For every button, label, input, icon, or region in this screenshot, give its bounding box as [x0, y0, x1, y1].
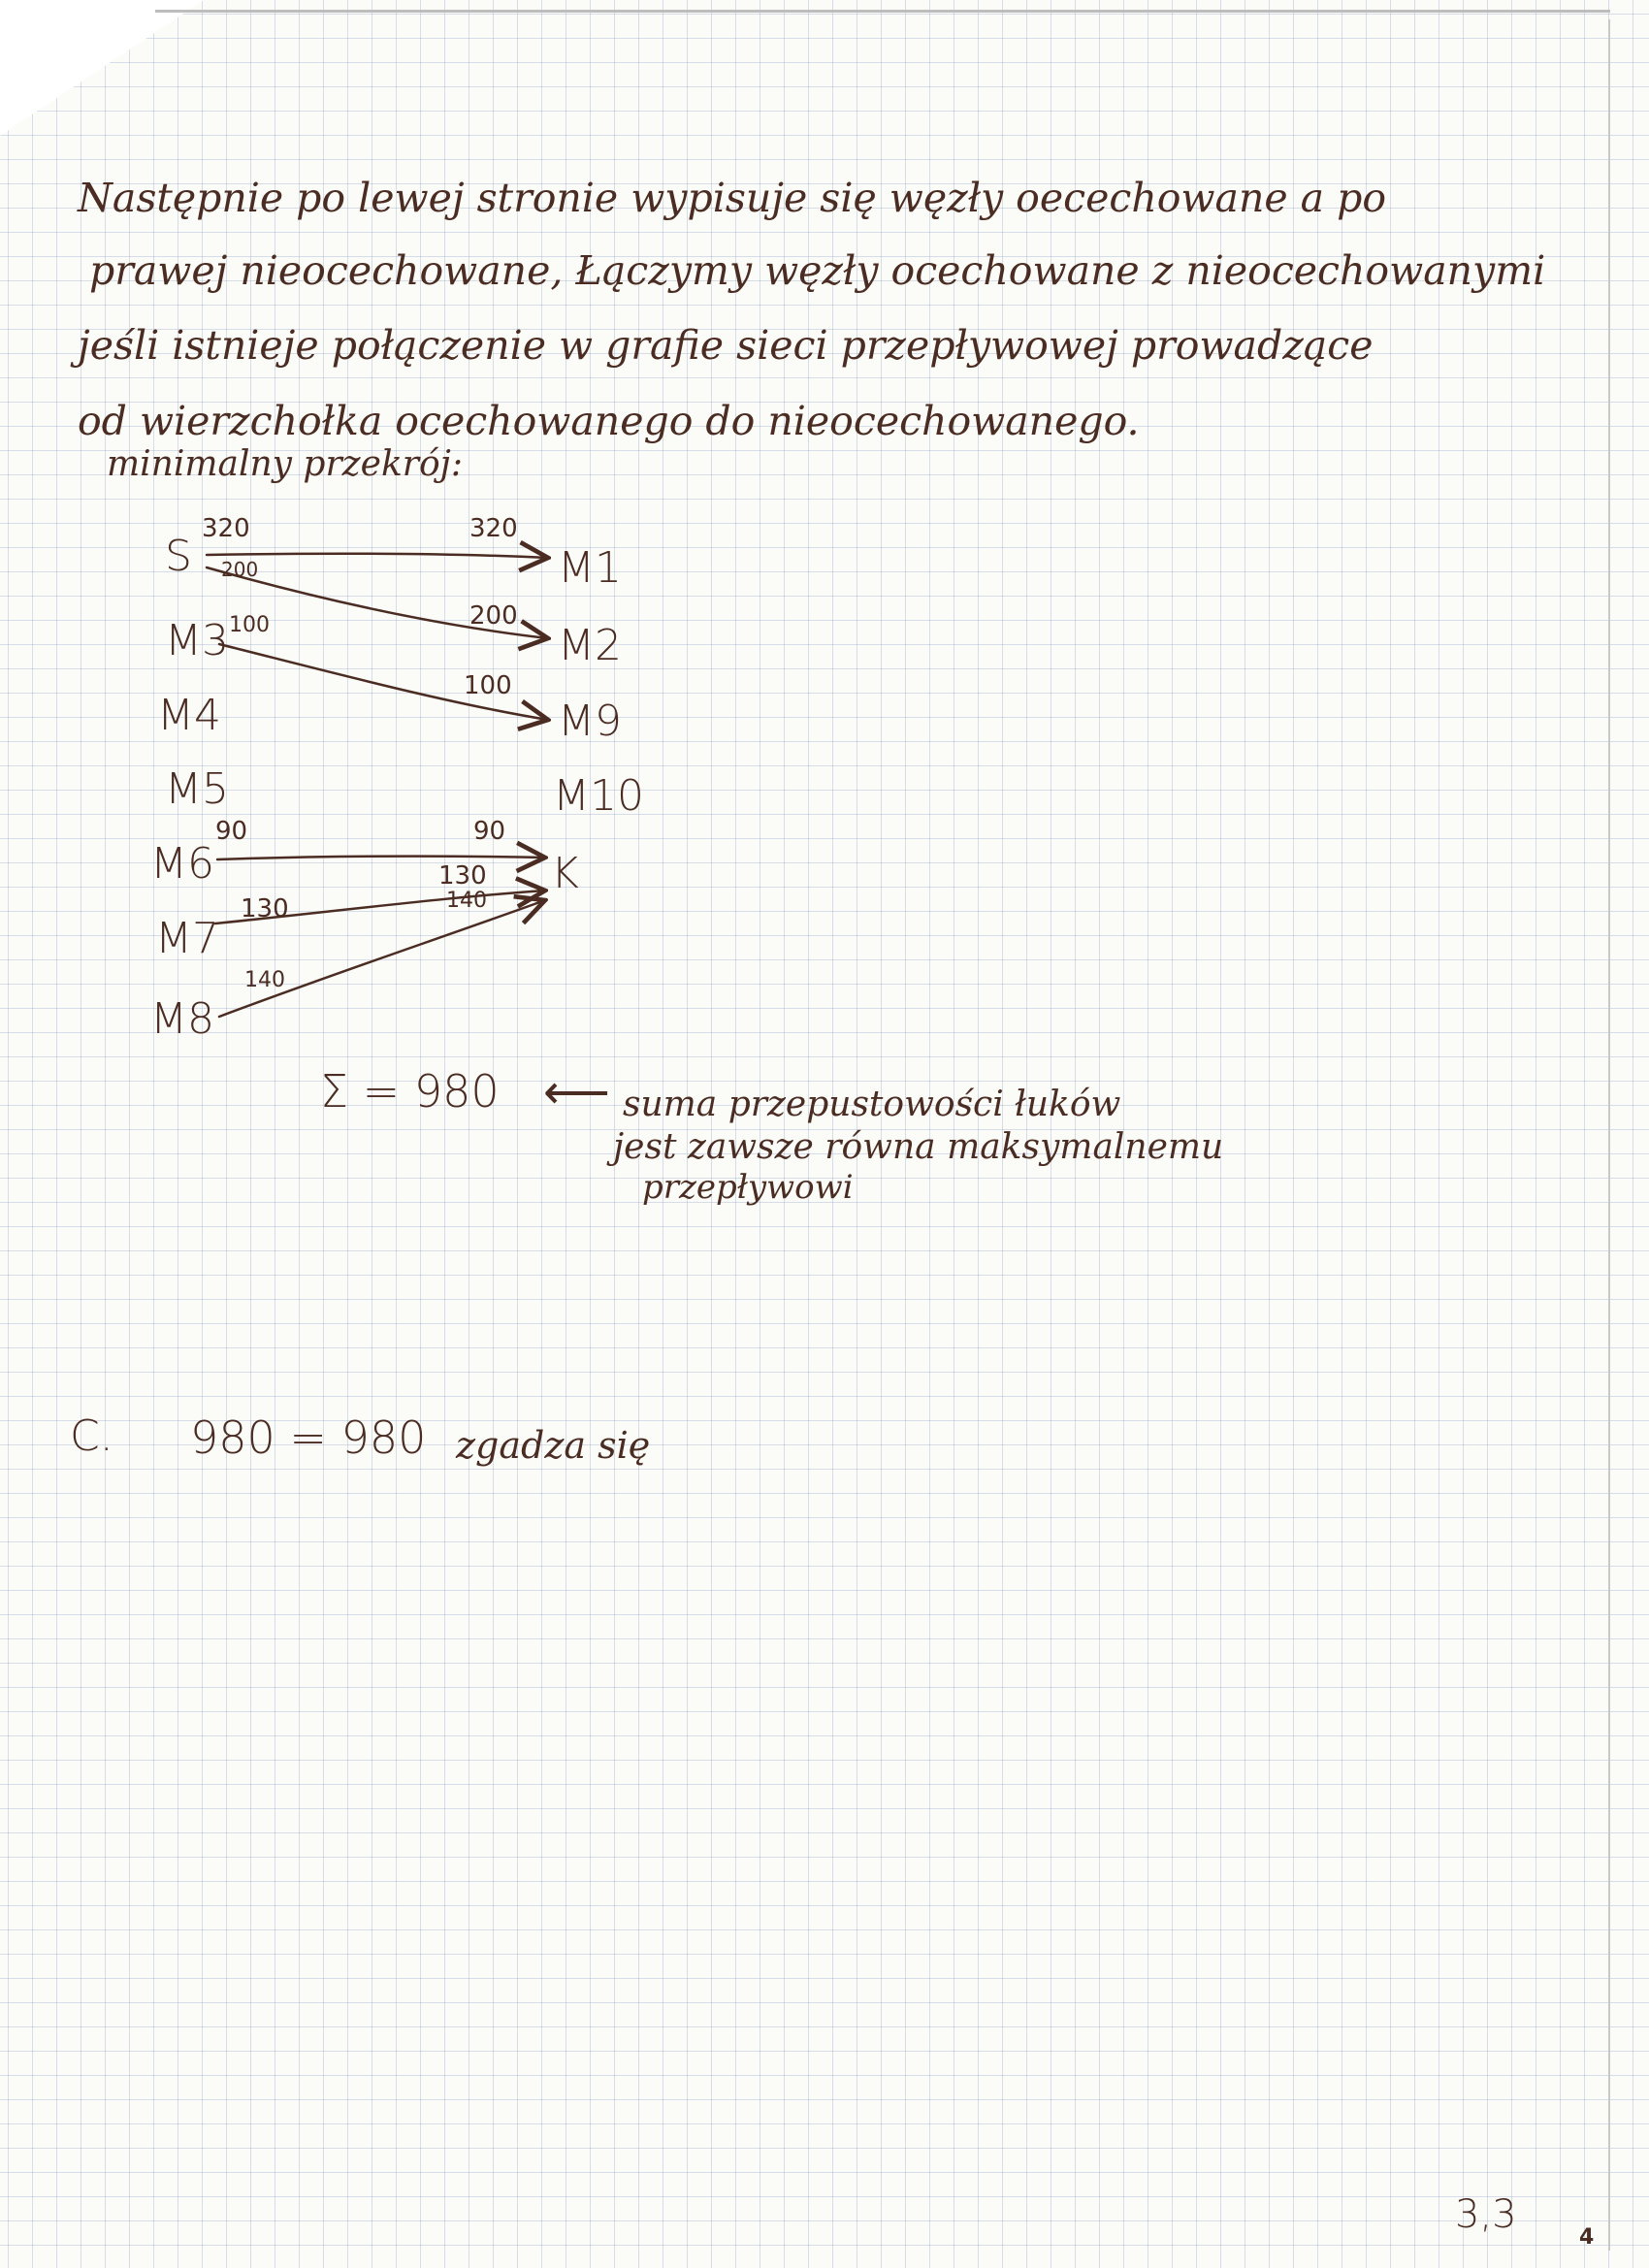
- edge-m7-k-start-label: 130: [241, 894, 289, 923]
- node-M8: M8: [150, 994, 214, 1044]
- sum-note-line-1: suma przepustowości łuków: [623, 1085, 1121, 1124]
- node-M6: M6: [150, 839, 214, 889]
- page-number: 4: [1579, 2225, 1595, 2250]
- min-cut-heading: minimalny przekrój:: [107, 444, 463, 484]
- node-M2: M2: [558, 621, 622, 670]
- edge-s-m2-end-label: 200: [469, 601, 518, 631]
- edge-m6-k-arrow: [217, 857, 545, 859]
- node-M10: M10: [553, 771, 644, 821]
- sum-formula: Σ = 980: [320, 1065, 500, 1118]
- edge-m6-k-start-label: 90: [215, 817, 248, 846]
- edge-s-m1-arrow: [207, 554, 548, 558]
- node-M7: M7: [155, 914, 219, 963]
- edge-m8-k-start-label: 140: [244, 968, 285, 992]
- score: 3,3: [1455, 2192, 1517, 2237]
- sum-note-line-3: przepływowi: [642, 1168, 854, 1207]
- intro-line-2: prawej nieocechowane, Łączymy węzły ocechowane z nieocechowanymi: [89, 247, 1546, 294]
- edge-s-m1-end-label: 320: [469, 514, 518, 543]
- intro-line-3: jeśli istnieje połączenie w grafie sieci przepływowej prowadzące: [78, 322, 1374, 369]
- node-K: K: [551, 849, 579, 898]
- node-M5: M5: [165, 764, 229, 814]
- edge-m3-m9-arrow: [219, 644, 548, 720]
- node-M9: M9: [558, 697, 622, 746]
- part-c-comment: zgadza się: [456, 1424, 651, 1467]
- sum-note-line-2: jest zawsze równa maksymalnemu: [613, 1127, 1224, 1167]
- edge-s-m1-start-label: 320: [202, 514, 250, 543]
- node-M1: M1: [558, 543, 622, 593]
- node-S: S: [165, 532, 192, 581]
- node-M3: M3: [165, 616, 229, 665]
- edge-m8-k-end-label: 140: [446, 889, 487, 913]
- edge-s-m2-start-label: 200: [221, 558, 259, 581]
- sum-arrow: ⟵: [543, 1065, 610, 1119]
- intro-line-4: od wierzchołka ocechowanego do nieocechowanego.: [78, 398, 1140, 444]
- edge-m3-m9-end-label: 100: [464, 671, 512, 700]
- intro-line-1: Następnie po lewej stronie wypisuje się węzły oecechowane a po: [78, 175, 1387, 221]
- part-c-equation: 980 = 980: [190, 1411, 427, 1464]
- edge-m6-k-end-label: 90: [473, 817, 506, 846]
- node-M4: M4: [157, 691, 221, 740]
- part-c-letter: C.: [70, 1411, 113, 1461]
- edge-m7-k-end-label: 130: [438, 861, 487, 891]
- edge-m3-m9-start-label: 100: [229, 613, 270, 637]
- edge-s-m2-arrow: [207, 567, 548, 638]
